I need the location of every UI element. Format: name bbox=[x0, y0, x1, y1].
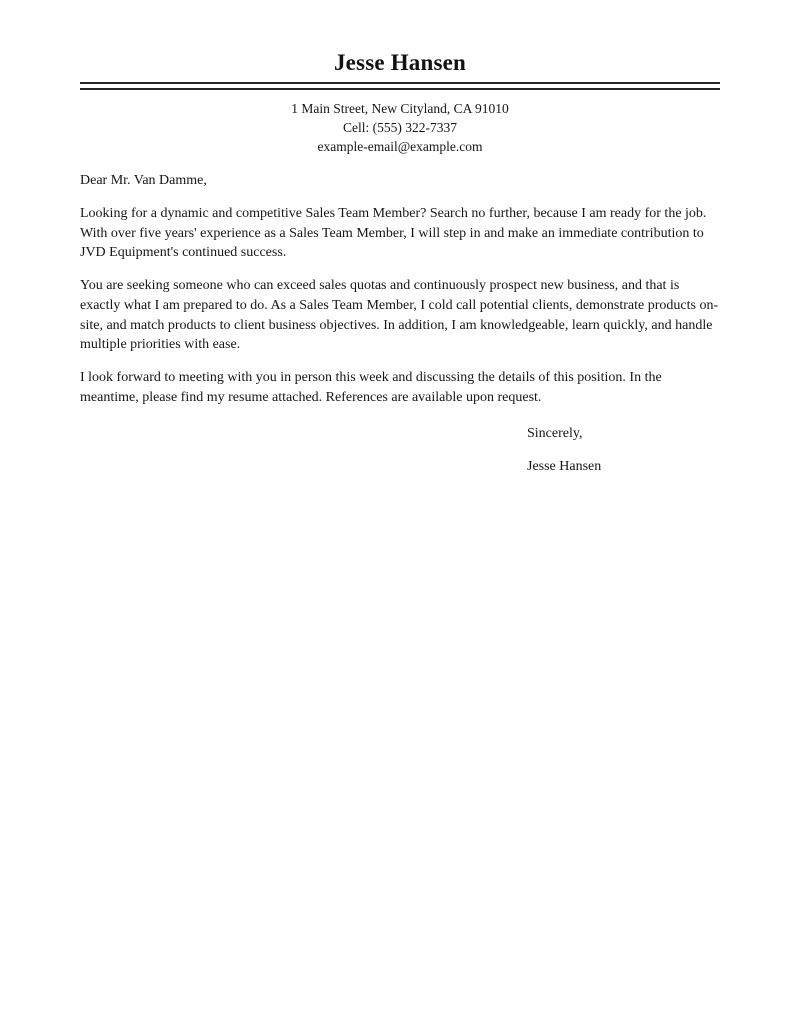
phone-line: Cell: (555) 322-7337 bbox=[343, 120, 457, 136]
letter-body bbox=[80, 171, 720, 476]
valediction: Sincerely, bbox=[527, 426, 583, 442]
candidate-name: Jesse Hansen bbox=[333, 50, 467, 75]
paragraph-3: I look forward to meeting with you in person this week and discussing the details of this position. In the meantime, please find my resume attached. References are available upon request. bbox=[80, 369, 662, 405]
address-line: 1 Main Street, New Cityland, CA 91010 bbox=[291, 101, 509, 117]
contact-block bbox=[80, 99, 720, 156]
paragraph-2: You are seeking someone who can exceed sales quotas and continuously prospect new business, and that is exactly what I am prepared to do. As a Sales Team Member, I cold call potential clients, demonstrate products on-site, and match products to client business objectives. In addition, I am knowledgeable, learn quickly, and handle multiple priorities with ease. bbox=[80, 278, 719, 353]
paragraph-1: Looking for a dynamic and competitive Sales Team Member? Search no further, because I am ready for the job. With over five years' experience as a Sales Team Member, I will step in and make an immediate contribution to JVD Equipment's continued success. bbox=[80, 206, 707, 261]
signature: Jesse Hansen bbox=[527, 459, 602, 475]
letter-header bbox=[80, 50, 720, 156]
greeting: Dear Mr. Van Damme, bbox=[80, 173, 207, 189]
header-divider bbox=[80, 82, 720, 90]
closing-block bbox=[527, 424, 720, 476]
email-line: example-email@example.com bbox=[317, 139, 483, 155]
